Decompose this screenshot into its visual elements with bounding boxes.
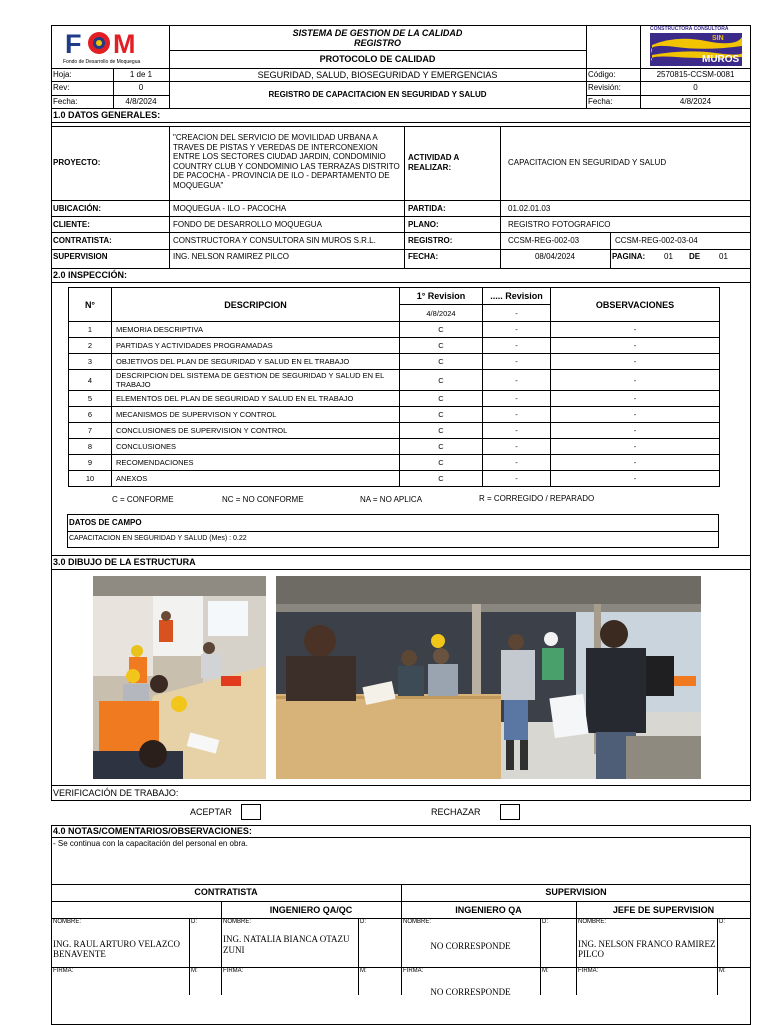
sin-muros-logo-main: MUROS xyxy=(702,54,740,65)
row-observation: - xyxy=(551,455,720,471)
inspection-row xyxy=(69,423,720,439)
contratista-header: CONTRATISTA xyxy=(194,887,258,897)
fecha-value: 4/8/2024 xyxy=(125,97,157,106)
row-description: ANEXOS xyxy=(112,471,400,487)
record-title: REGISTRO DE CAPACITACION EN SEGURIDAD Y SALUD xyxy=(268,90,487,99)
fecha-label: Fecha: xyxy=(53,97,78,106)
row-description: MECANISMOS DE SUPERVISON Y CONTROL xyxy=(112,407,400,423)
fecha-general-value: 08/04/2024 xyxy=(534,252,576,261)
row-rev2: - xyxy=(483,370,551,391)
row-number: 1 xyxy=(69,322,112,338)
section-general-title: 1.0 DATOS GENERALES: xyxy=(53,110,161,120)
system-subtitle: REGISTRO xyxy=(353,38,401,48)
firma-qa-value: NO CORRESPONDE xyxy=(430,987,511,997)
row-observation: - xyxy=(551,471,720,487)
row-rev2: - xyxy=(483,423,551,439)
name-qa-qc: ING. NATALIA BIANCA OTAZU ZUNI xyxy=(223,934,350,955)
row-rev2: - xyxy=(483,338,551,354)
row-rev2: - xyxy=(483,407,551,423)
activity-label: ACTIVIDAD A REALIZAR: xyxy=(408,153,459,172)
supervision-header: SUPERVISION xyxy=(545,887,607,897)
row-description: DESCRIPCION DEL SISTEMA DE GESTION DE SEGURIDAD Y SALUD EN EL TRABAJO xyxy=(112,370,400,391)
pagina-label: PAGINA: xyxy=(612,252,646,261)
row-rev1: C xyxy=(400,439,483,455)
activity-value: CAPACITACION EN SEGURIDAD Y SALUD xyxy=(508,158,667,167)
inspection-row xyxy=(69,391,720,407)
row-description: CONCLUSIONES DE SUPERVISION Y CONTROL xyxy=(112,423,400,439)
section-inspection-title: 2.0 INSPECCIÓN: xyxy=(53,270,128,280)
contratista-value: CONSTRUCTORA Y CONSULTORA SIN MUROS S.R.L. xyxy=(173,236,376,245)
training-photo-outdoor xyxy=(276,576,701,779)
protocol-title: PROTOCOLO DE CALIDAD xyxy=(319,54,436,64)
registro-value-2: CCSM-REG-002-03-04 xyxy=(615,236,698,245)
legend-r: R = CORREGIDO / REPARADO xyxy=(479,494,595,503)
nombre-label-4: NOMBRE: xyxy=(578,919,607,925)
pagina-de: DE xyxy=(689,252,701,261)
inspection-row xyxy=(69,322,720,338)
cliente-label: CLIENTE: xyxy=(53,220,90,229)
row-number: 9 xyxy=(69,455,112,471)
rev-label: Rev: xyxy=(53,83,70,92)
row-number: 4 xyxy=(69,370,112,391)
rev-value: 0 xyxy=(138,83,144,92)
role-qa: INGENIERO QA xyxy=(455,905,522,915)
row-description: RECOMENDACIONES xyxy=(112,455,400,471)
m-label-2: M: xyxy=(360,968,367,974)
pagina-total: 01 xyxy=(719,252,728,261)
col-num-header: N° xyxy=(69,288,112,322)
row-rev2: - xyxy=(483,439,551,455)
col-desc-header: DESCRIPCION xyxy=(112,288,400,322)
field-data-value: CAPACITACION EN SEGURIDAD Y SALUD (Mes) : 0.22 xyxy=(69,535,247,542)
col-rev2-header: ..... Revision xyxy=(483,288,551,305)
inspection-row xyxy=(69,439,720,455)
name-qa: NO CORRESPONDE xyxy=(430,941,511,951)
row-rev1: C xyxy=(400,471,483,487)
svg-text:F: F xyxy=(65,29,82,59)
row-description: PARTIDAS Y ACTIVIDADES PROGRAMADAS xyxy=(112,338,400,354)
inspection-row xyxy=(69,455,720,471)
partida-value: 01.02.01.03 xyxy=(508,204,551,213)
svg-text:M: M xyxy=(113,29,136,59)
revision-label: Revisión: xyxy=(588,83,621,92)
row-rev1: C xyxy=(400,354,483,370)
name-jefe: ING. NELSON FRANCO RAMIREZ PILCO xyxy=(578,939,716,959)
sin-muros-logo-small: SIN xyxy=(712,35,724,42)
firma-label-1: FIRMA: xyxy=(53,968,74,974)
codigo-label: Código: xyxy=(588,70,616,79)
m-label-1: M: xyxy=(191,968,198,974)
fecha-general-label: FECHA: xyxy=(408,252,439,261)
fdm-logo-caption: Fondo de Desarrollo de Moquegua xyxy=(63,59,141,65)
ubicacion-value: MOQUEGUA - ILO - PACOCHA xyxy=(173,204,287,213)
row-observation: - xyxy=(551,338,720,354)
row-description: OBJETIVOS DEL PLAN DE SEGURIDAD Y SALUD EN EL TRABAJO xyxy=(112,354,400,370)
topic-title: SEGURIDAD, SALUD, BIOSEGURIDAD Y EMERGENCIAS xyxy=(257,70,498,80)
row-number: 2 xyxy=(69,338,112,354)
pagina-num: 01 xyxy=(664,252,673,261)
inspection-row xyxy=(69,338,720,354)
d-label-3: D: xyxy=(542,919,548,925)
row-observation: - xyxy=(551,439,720,455)
row-rev2: - xyxy=(483,391,551,407)
row-observation: - xyxy=(551,370,720,391)
row-description: MEMORIA DESCRIPTIVA xyxy=(112,322,400,338)
reject-checkbox[interactable] xyxy=(500,804,520,820)
row-rev1: C xyxy=(400,391,483,407)
row-rev2: - xyxy=(483,471,551,487)
row-observation: - xyxy=(551,423,720,439)
plano-label: PLANO: xyxy=(408,220,439,229)
inspection-row xyxy=(69,354,720,370)
firma-label-3: FIRMA: xyxy=(403,968,424,974)
cliente-value: FONDO DE DESARROLLO MOQUEGUA xyxy=(173,220,322,229)
verification-label: VERIFICACIÓN DE TRABAJO: xyxy=(53,788,179,798)
accept-label: ACEPTAR xyxy=(190,807,232,817)
row-observation: - xyxy=(551,322,720,338)
revision-value: 0 xyxy=(693,83,698,92)
notes-text: - Se continua con la capacitación del personal en obra. xyxy=(53,839,248,848)
legend-c: C = CONFORME xyxy=(112,495,174,504)
partida-label: PARTIDA: xyxy=(408,204,446,213)
nombre-label-2: NOMBRE: xyxy=(223,919,252,925)
row-number: 5 xyxy=(69,391,112,407)
row-rev2: - xyxy=(483,354,551,370)
row-rev2: - xyxy=(483,322,551,338)
row-number: 10 xyxy=(69,471,112,487)
firma-label-4: FIRMA: xyxy=(578,968,599,974)
row-rev1: C xyxy=(400,370,483,391)
col-obs-header: OBSERVACIONES xyxy=(551,288,720,322)
rev2-date: - xyxy=(483,305,551,322)
nombre-label-3: NOMBRE: xyxy=(403,919,432,925)
inspection-row xyxy=(69,471,720,487)
row-number: 8 xyxy=(69,439,112,455)
supervision-value: ING. NELSON RAMIREZ PILCO xyxy=(173,252,290,261)
m-label-4: M: xyxy=(719,968,726,974)
nombre-label-1: NOMBRE: xyxy=(53,919,82,925)
name-contratista: ING. RAUL ARTURO VELAZCO BENAVENTE xyxy=(53,939,180,959)
rev1-date: 4/8/2024 xyxy=(400,305,483,322)
row-observation: - xyxy=(551,391,720,407)
legend-na: NA = NO APLICA xyxy=(360,495,423,504)
legend-nc: NC = NO CONFORME xyxy=(222,495,304,504)
row-observation: - xyxy=(551,354,720,370)
hoja-value: 1 de 1 xyxy=(129,70,153,79)
m-label-3: M: xyxy=(542,968,549,974)
row-number: 6 xyxy=(69,407,112,423)
system-title: SISTEMA DE GESTION DE LA CALIDAD xyxy=(292,28,463,38)
d-label-1: D: xyxy=(191,919,197,925)
role-jefe: JEFE DE SUPERVISION xyxy=(612,905,715,915)
sin-muros-logo: CONSTRUCTORA CONSULTORA SIN MUROS xyxy=(646,26,746,67)
project-label: PROYECTO: xyxy=(53,158,101,167)
accept-checkbox[interactable] xyxy=(241,804,261,820)
row-rev1: C xyxy=(400,338,483,354)
d-label-2: D: xyxy=(360,919,366,925)
training-photo-classroom xyxy=(93,576,266,779)
project-value: "CREACION DEL SERVICIO DE MOVILIDAD URBANA A TRAVES DE PISTAS Y VEREDAS DE INTERCONEXION ENTRE LOS SECTORES CIUDAD JARDIN, CONDOMINIO COUNTRY CLUB Y CONDOMINIO LAS TERRAZAS DISTRITO DE PACOCHA - PROVINCIA DE ILO - DEPARTAMENTO DE MOQUEGUA" xyxy=(173,133,400,190)
section-drawing-title: 3.0 DIBUJO DE LA ESTRUCTURA xyxy=(53,557,196,567)
fecha-right-value: 4/8/2024 xyxy=(679,97,712,106)
row-rev2: - xyxy=(483,455,551,471)
plano-value: REGISTRO FOTOGRAFICO xyxy=(508,220,611,229)
col-rev1-header: 1° Revision xyxy=(400,288,483,305)
fecha-right-label: Fecha: xyxy=(588,97,613,106)
inspection-row xyxy=(69,370,720,391)
field-data-title: DATOS DE CAMPO xyxy=(69,518,142,527)
row-number: 3 xyxy=(69,354,112,370)
codigo-value: 2570815-CCSM-0081 xyxy=(656,70,735,79)
row-observation: - xyxy=(551,407,720,423)
row-description: CONCLUSIONES xyxy=(112,439,400,455)
quality-record-document xyxy=(51,25,751,1025)
row-description: ELEMENTOS DEL PLAN DE SEGURIDAD Y SALUD EN EL TRABAJO xyxy=(112,391,400,407)
supervision-label: SUPERVISION xyxy=(53,252,108,261)
row-rev1: C xyxy=(400,322,483,338)
row-number: 7 xyxy=(69,423,112,439)
row-rev1: C xyxy=(400,407,483,423)
row-rev1: C xyxy=(400,423,483,439)
section-notes-title: 4.0 NOTAS/COMENTARIOS/OBSERVACIONES: xyxy=(53,826,252,836)
role-qa-qc: INGENIERO QA/QC xyxy=(269,905,353,915)
registro-value: CCSM-REG-002-03 xyxy=(508,236,580,245)
inspection-table xyxy=(68,287,720,487)
contratista-label: CONTRATISTA: xyxy=(53,236,112,245)
row-rev1: C xyxy=(400,455,483,471)
inspection-row xyxy=(69,407,720,423)
registro-label: REGISTRO: xyxy=(408,236,453,245)
ubicacion-label: UBICACIÓN: xyxy=(53,204,101,213)
hoja-label: Hoja: xyxy=(53,70,72,79)
reject-label: RECHAZAR xyxy=(431,807,481,817)
d-label-4: D: xyxy=(719,919,725,925)
fdm-logo xyxy=(55,27,165,67)
firma-label-2: FIRMA: xyxy=(223,968,244,974)
